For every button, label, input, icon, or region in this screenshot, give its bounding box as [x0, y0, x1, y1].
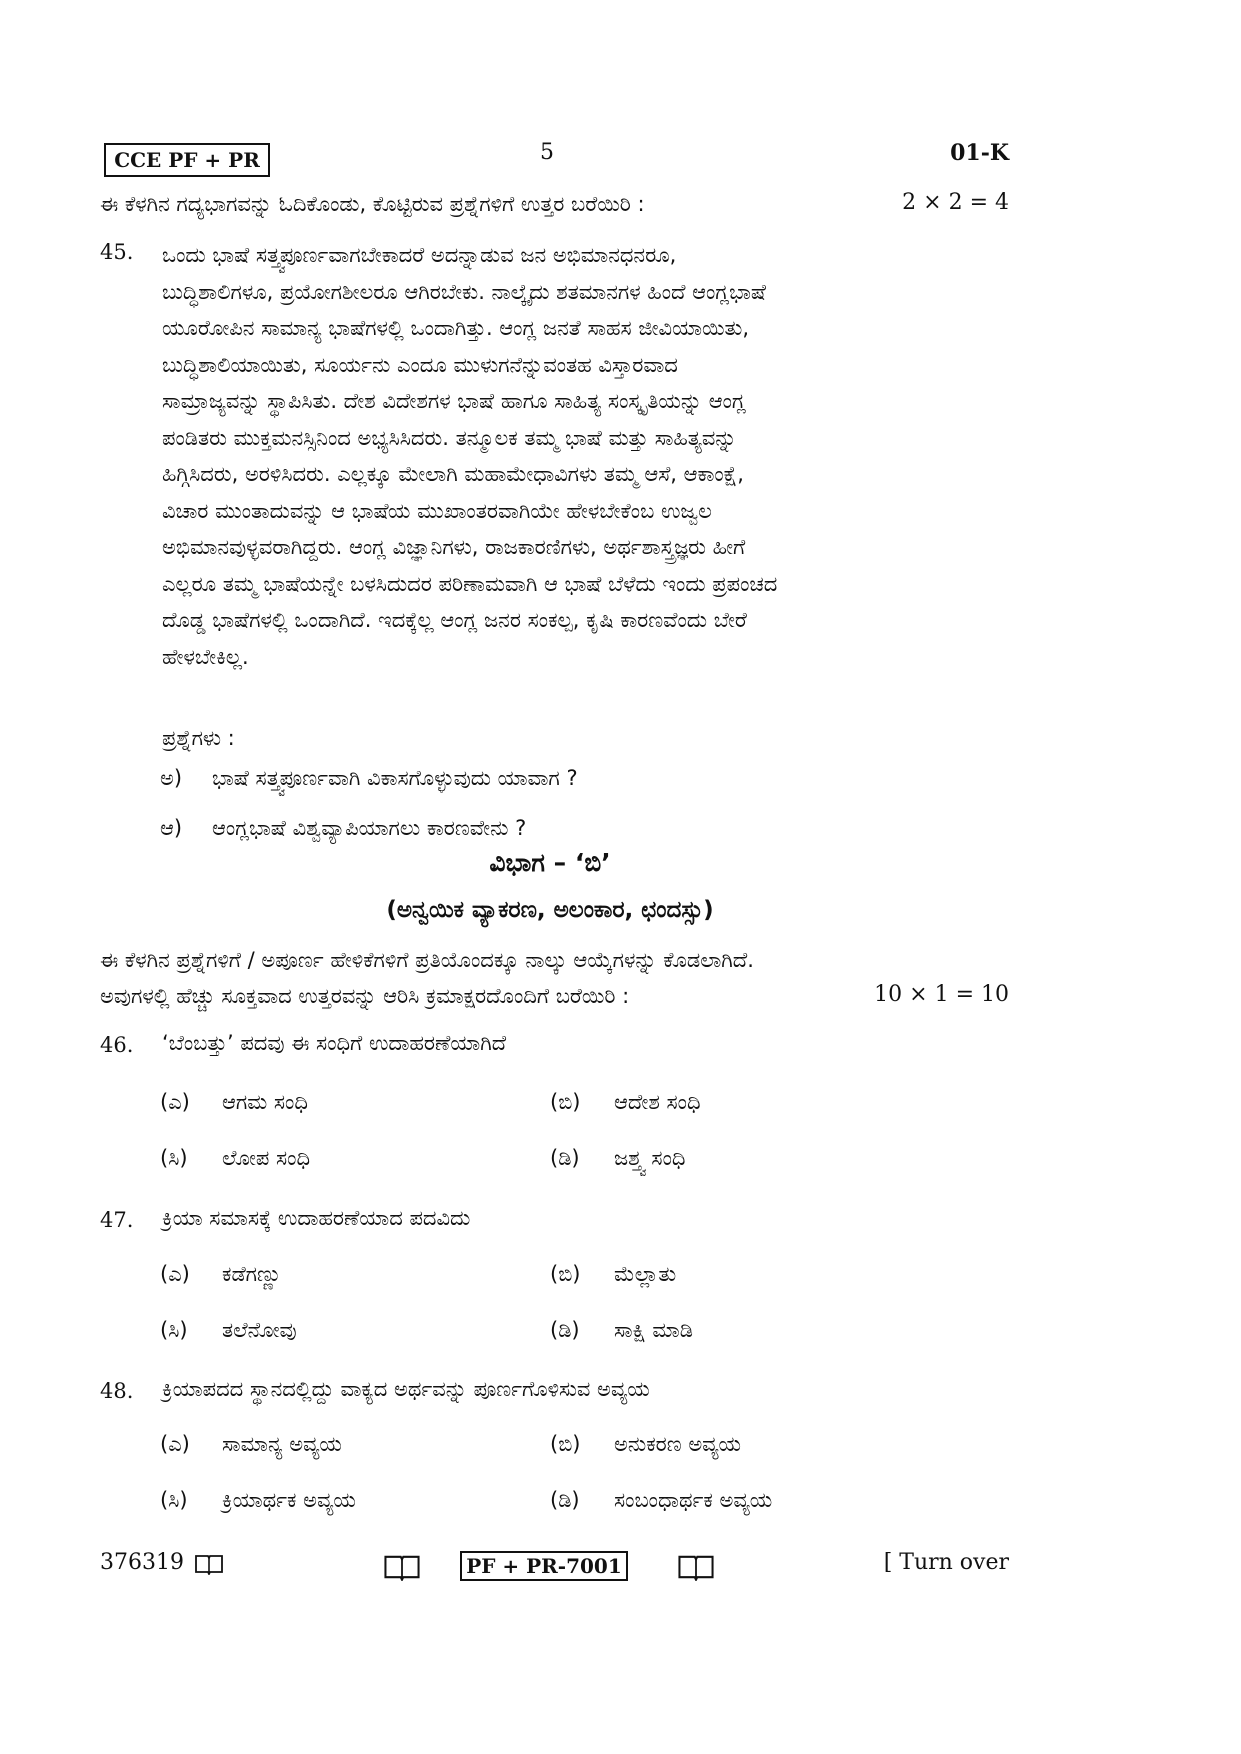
header-code-box: CCE PF + PR — [104, 143, 270, 177]
questions-label: ಪ್ರಶ್ನೆಗಳು : — [162, 726, 235, 750]
option-label: (ಎ) — [160, 1262, 190, 1286]
option-label: (ಡಿ) — [550, 1488, 580, 1512]
section-subtitle: (ಅನ್ವಯಿಕ ವ್ಯಾಕರಣ, ಅಲಂಕಾರ, ಛಂದಸ್ಸು) — [386, 897, 714, 923]
book-icon — [194, 1553, 224, 1575]
passage-line: ಹೇಳಬೇಕಿಲ್ಲ. — [162, 644, 249, 669]
reading-marks: 2 × 2 = 4 — [902, 190, 1009, 215]
option-label: (ಸಿ) — [160, 1318, 188, 1342]
question-number-48: 48. — [100, 1379, 134, 1403]
option-label: (ಸಿ) — [160, 1488, 188, 1512]
option-text: ಮೆಲ್ಲಾತು — [614, 1262, 677, 1286]
option-label: (ಡಿ) — [550, 1318, 580, 1342]
option-text: ಸಂಬಂಧಾರ್ಥಕ ಅವ್ಯಯ — [614, 1488, 773, 1512]
passage-line: ಯೂರೋಪಿನ ಸಾಮಾನ್ಯ ಭಾಷೆಗಳಲ್ಲಿ ಒಂದಾಗಿತ್ತು. ಆಂಗ್ಲ ಜನತೆ ಸಾಹಸ ಜೀವಿಯಾಯಿತು, — [162, 316, 750, 340]
question-number-46: 46. — [100, 1033, 134, 1057]
paper-code: 01-K — [950, 140, 1009, 166]
section-instruction-line1: ಈ ಕೆಳಗಿನ ಪ್ರಶ್ನೆಗಳಿಗೆ / ಅಪೂರ್ಣ ಹೇಳಿಕೆಗಳಿಗೆ ಪ್ರತಿಯೊಂದಕ್ಕೂ ನಾಲ್ಕು ಆಯ್ಕೆಗಳನ್ನು ಕೊಡಲಾಗಿದೆ. — [100, 948, 754, 972]
passage-line: ಒಂದು ಭಾಷೆ ಸತ್ತ್ವಪೂರ್ಣವಾಗಬೇಕಾದರೆ ಅದನ್ನಾಡುವ ಜನ ಅಭಿಮಾನಧನರೂ, — [162, 243, 677, 267]
book-icon — [382, 1553, 422, 1581]
question-number-45: 45. — [100, 240, 134, 264]
option-label: (ಎ) — [160, 1090, 190, 1114]
book-icon — [676, 1553, 716, 1581]
option-label: (ಸಿ) — [160, 1146, 188, 1170]
option-text: ಸಾಮಾನ್ಯ ಅವ್ಯಯ — [222, 1432, 342, 1456]
page-number: 5 — [540, 140, 554, 165]
subq-text-aa: ಆಂಗ್ಲಭಾಷೆ ವಿಶ್ವವ್ಯಾಪಿಯಾಗಲು ಕಾರಣವೇನು ? — [212, 816, 527, 840]
section-instruction-line2: ಅವುಗಳಲ್ಲಿ ಹೆಚ್ಚು ಸೂಕ್ತವಾದ ಉತ್ತರವನ್ನು ಆರಿಸಿ ಕ್ರಮಾಕ್ಷರದೊಂದಿಗೆ ಬರೆಯಿರಿ : — [100, 984, 630, 1008]
passage-line: ಎಲ್ಲರೂ ತಮ್ಮ ಭಾಷೆಯನ್ನೇ ಬಳಸಿದುದರ ಪರಿಣಾಮವಾಗಿ ಆ ಭಾಷೆ ಬೆಳೆದು ಇಂದು ಪ್ರಪಂಚದ — [162, 571, 778, 596]
option-text: ಲೋಪ ಸಂಧಿ — [222, 1146, 311, 1170]
footer-code: 376319 — [100, 1550, 184, 1575]
option-text: ಕ್ರಿಯಾರ್ಥಕ ಅವ್ಯಯ — [222, 1488, 356, 1512]
passage-line: ದೊಡ್ಡ ಭಾಷೆಗಳಲ್ಲಿ ಒಂದಾಗಿದೆ. ಇದಕ್ಕೆಲ್ಲ ಆಂಗ್ಲ ಜನರ ಸಂಕಲ್ಪ, ಕೃಷಿ ಕಾರಣವೆಂದು ಬೇರೆ — [162, 608, 747, 632]
option-label: (ಬಿ) — [550, 1262, 581, 1286]
subq-label-aa: ಆ) — [160, 816, 183, 840]
option-text: ಆಗಮ ಸಂಧಿ — [222, 1090, 308, 1114]
reading-instruction: ಈ ಕೆಳಗಿನ ಗದ್ಯಭಾಗವನ್ನು ಓದಿಕೊಂಡು, ಕೊಟ್ಟಿರುವ ಪ್ರಶ್ನೆಗಳಿಗೆ ಉತ್ತರ ಬರೆಯಿರಿ : — [100, 192, 645, 216]
passage-line: ವಿಚಾರ ಮುಂತಾದುವನ್ನು ಆ ಭಾಷೆಯ ಮುಖಾಂತರವಾಗಿಯೇ ಹೇಳಬೇಕೆಂಬ ಉಜ್ವಲ — [162, 498, 712, 523]
footer-paper-box: PF + PR-7001 — [460, 1551, 628, 1581]
question-text-47: ಕ್ರಿಯಾ ಸಮಾಸಕ್ಕೆ ಉದಾಹರಣೆಯಾದ ಪದವಿದು — [162, 1206, 471, 1230]
section-title: ವಿಭಾಗ – ‘ಬಿ’ — [489, 848, 611, 877]
turn-over: [ Turn over — [883, 1550, 1009, 1575]
subq-text-a: ಭಾಷೆ ಸತ್ತ್ವಪೂರ್ಣವಾಗಿ ವಿಕಾಸಗೊಳ್ಳುವುದು ಯಾವಾಗ ? — [212, 766, 578, 790]
option-text: ಆದೇಶ ಸಂಧಿ — [614, 1090, 701, 1114]
passage-line: ಬುದ್ಧಿಶಾಲಿಗಳೂ, ಪ್ರಯೋಗಶೀಲರೂ ಆಗಿರಬೇಕು. ನಾಲ್ಕೈದು ಶತಮಾನಗಳ ಹಿಂದೆ ಆಂಗ್ಲಭಾಷೆ — [162, 279, 767, 304]
passage-line: ಹಿಗ್ಗಿಸಿದರು, ಅರಳಿಸಿದರು. ಎಲ್ಲಕ್ಕೂ ಮೇಲಾಗಿ ಮಹಾಮೇಧಾವಿಗಳು ತಮ್ಮ ಆಸೆ, ಆಕಾಂಕ್ಷೆ, — [162, 462, 744, 486]
section-marks: 10 × 1 = 10 — [874, 982, 1009, 1007]
question-text-48: ಕ್ರಿಯಾಪದದ ಸ್ಥಾನದಲ್ಲಿದ್ದು ವಾಕ್ಯದ ಅರ್ಥವನ್ನು ಪೂರ್ಣಗೊಳಿಸುವ ಅವ್ಯಯ — [162, 1377, 650, 1401]
question-text-46: ‘ಬೆಂಬತ್ತು’ ಪದವು ಈ ಸಂಧಿಗೆ ಉದಾಹರಣೆಯಾಗಿದೆ — [162, 1031, 507, 1055]
option-text: ಜಶ್ತ್ವ ಸಂಧಿ — [614, 1146, 686, 1170]
option-label: (ಬಿ) — [550, 1432, 581, 1456]
option-text: ಸಾಕ್ಷಿ ಮಾಡಿ — [614, 1318, 693, 1342]
passage — [162, 237, 1010, 675]
option-text: ಅನುಕರಣ ಅವ್ಯಯ — [614, 1432, 742, 1456]
passage-line: ಸಾಮ್ರಾಜ್ಯವನ್ನು ಸ್ಥಾಪಿಸಿತು. ದೇಶ ವಿದೇಶಗಳ ಭಾಷೆ ಹಾಗೂ ಸಾಹಿತ್ಯ ಸಂಸ್ಕೃತಿಯನ್ನು ಆಂಗ್ಲ — [162, 389, 746, 413]
passage-line: ಪಂಡಿತರು ಮುಕ್ತಮನಸ್ಸಿನಿಂದ ಅಭ್ಯಸಿಸಿದರು. ತನ್ಮೂಲಕ ತಮ್ಮ ಭಾಷೆ ಮತ್ತು ಸಾಹಿತ್ಯವನ್ನು — [162, 425, 737, 450]
option-label: (ಎ) — [160, 1432, 190, 1456]
option-text: ಕಡೆಗಣ್ಣು — [222, 1262, 282, 1286]
passage-line: ಅಭಿಮಾನವುಳ್ಳವರಾಗಿದ್ದರು. ಆಂಗ್ಲ ವಿಜ್ಞಾನಿಗಳು, ರಾಜಕಾರಣಿಗಳು, ಅರ್ಥಶಾಸ್ತ್ರಜ್ಞರು ಹೀಗೆ — [162, 535, 746, 559]
option-label: (ಡಿ) — [550, 1146, 580, 1170]
subq-label-a: ಅ) — [160, 766, 183, 790]
question-number-47: 47. — [100, 1208, 134, 1232]
option-text: ತಲೆನೋವು — [222, 1318, 297, 1342]
option-label: (ಬಿ) — [550, 1090, 581, 1114]
passage-line: ಬುದ್ಧಿಶಾಲಿಯಾಯಿತು, ಸೂರ್ಯನು ಎಂದೂ ಮುಳುಗನೆನ್ನುವಂತಹ ವಿಸ್ತಾರವಾದ — [162, 352, 678, 377]
